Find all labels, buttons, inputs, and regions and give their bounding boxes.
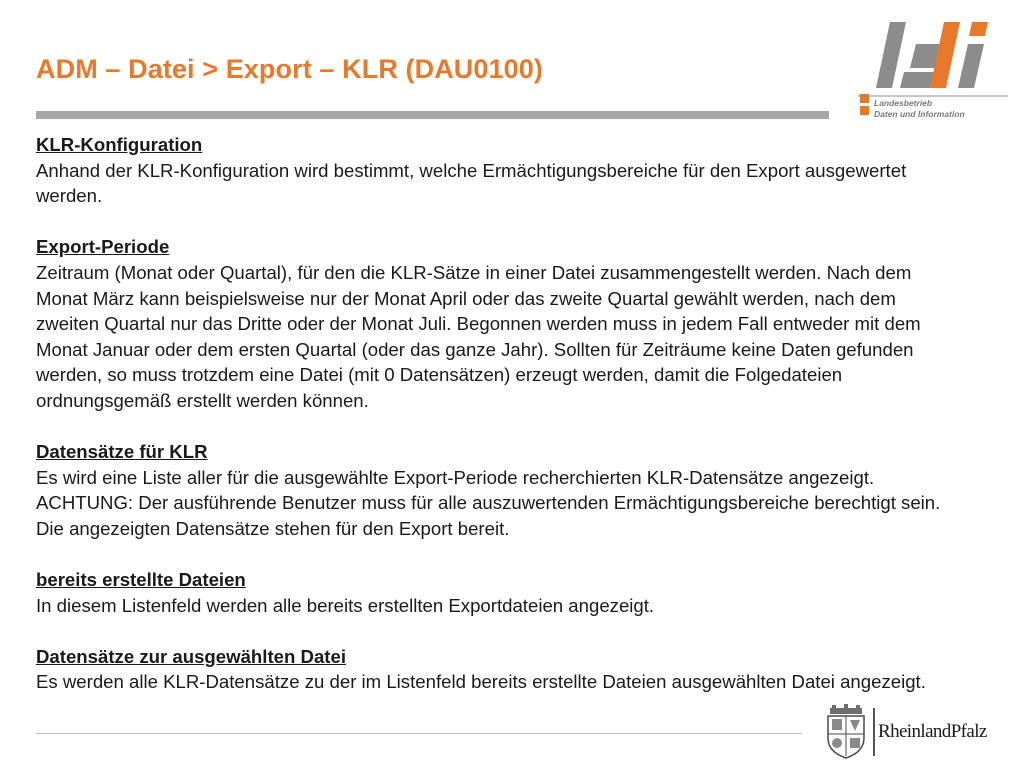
section-export-periode <box>36 234 946 413</box>
section-text: Anhand der KLR-Konfiguration wird bestimmt, welche Ermächtigungsbereiche für den Export ausgewertet werden. <box>36 159 907 207</box>
coat-of-arms-icon <box>828 704 864 758</box>
section-datensaetze-fuer-klr <box>36 439 946 541</box>
section-text: Es wird eine Liste aller für die ausgewählte Export-Periode recherchierten KLR-Datensätze angezeigt. ACHTUNG: Der ausführende Benutzer muss für alle auszuwertenden Ermächtigungsbereiche berechtigt sein. Die angezeigten Datensätze stehen für den Export bereit. <box>36 466 941 539</box>
footer-divider <box>36 733 802 734</box>
section-heading: Export-Periode <box>36 236 170 258</box>
ldi-logo <box>858 18 1008 122</box>
section-datensaetze-zur-datei <box>36 644 946 695</box>
section-text: Zeitraum (Monat oder Quartal), für den die KLR-Sätze in einer Datei zusammengestellt werden. Nach dem Monat März kann beispielsweise nur der Monat April oder das zweite Quartal gewählt werden, nach dem zweiten Quartal nur das Dritte oder der Monat Juli. Begonnen werden muss in jedem Fall entweder mit dem Monat Januar oder dem ersten Quartal (oder das ganze Jahr). Sollten für Zeiträume keine Daten gefunden werden, so muss trotzdem eine Datei (mit 0 Datensätzen) erzeugt werden, damit die Folgedateien ordnungsgemäß erstellt werden können. <box>36 261 921 411</box>
section-heading: Datensätze zur ausgewählten Datei <box>36 645 346 667</box>
logo-line2: Daten und Information <box>874 109 965 119</box>
title-divider <box>36 111 829 119</box>
section-heading: KLR-Konfiguration <box>36 134 203 155</box>
section-heading: bereits erstellte Dateien <box>36 569 246 591</box>
section-text: Es werden alle KLR-Datensätze zu der im Listenfeld bereits erstellte Dateien ausgewählten Datei angezeigt. <box>36 671 926 693</box>
rheinland-pfalz-logo <box>824 704 1010 760</box>
page-title: ADM – Datei > Export – KLR (DAU0100) <box>36 54 543 84</box>
section-bereits-erstellte-dateien <box>36 567 946 618</box>
rheinland-pfalz-text: RheinlandPfalz <box>878 721 987 742</box>
content-body <box>36 132 946 695</box>
section-klr-konfiguration <box>36 132 946 209</box>
logo-line1: Landesbetrieb <box>874 98 933 108</box>
section-heading: Datensätze für KLR <box>36 441 208 463</box>
section-text: In diesem Listenfeld werden alle bereits erstellten Exportdateien angezeigt. <box>36 594 655 616</box>
